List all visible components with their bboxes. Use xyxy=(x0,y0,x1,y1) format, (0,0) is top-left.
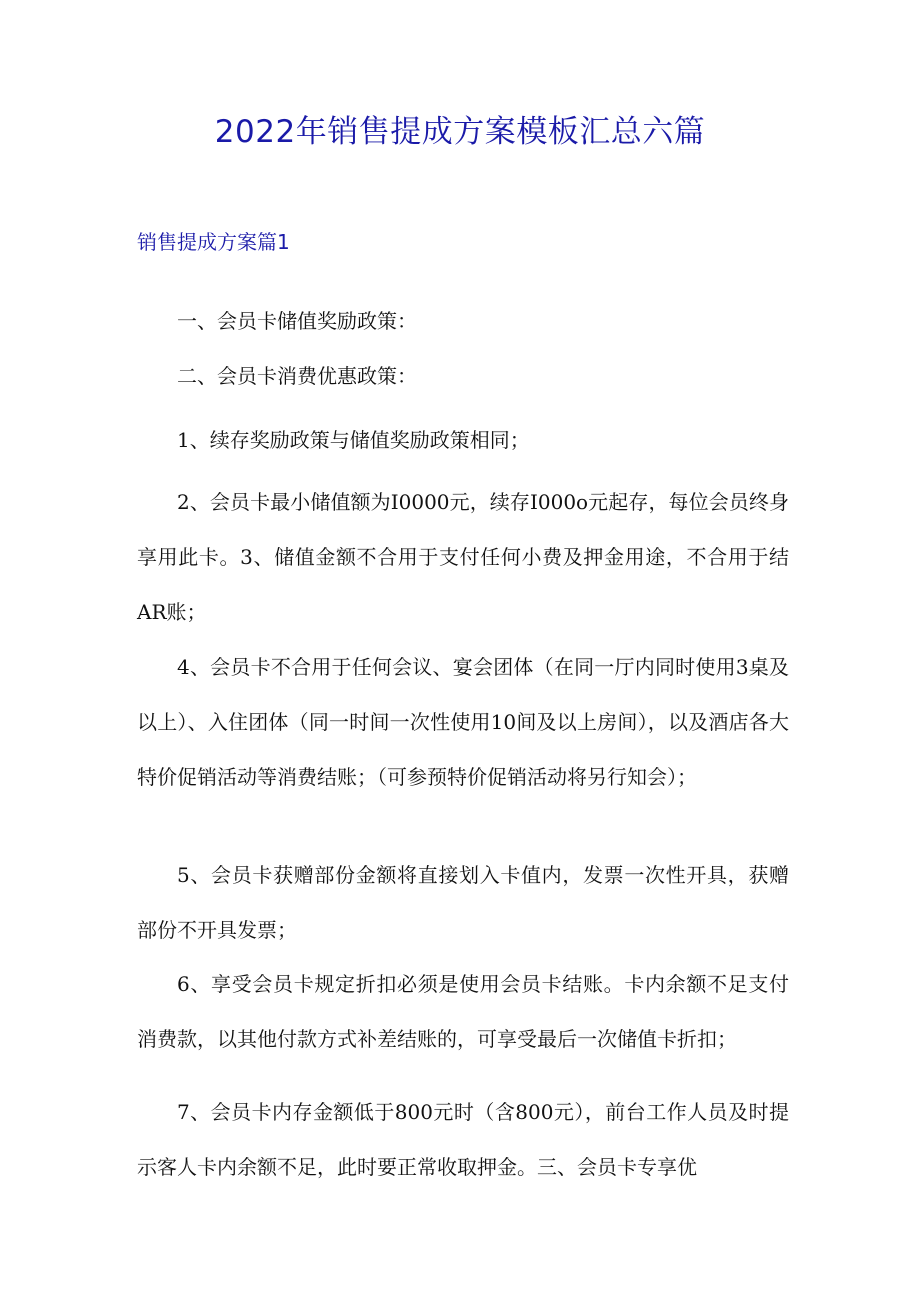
paragraph-6: 5、会员卡获赠部份金额将直接划入卡值内，发票一次性开具，获赠部份不开具发票； xyxy=(137,863,789,942)
paragraph-8: 7、会员卡内存金额低于800元时（含800元），前台工作人员及时提示客人卡内余额不足，此时要正常收取押金。三、会员卡专享优 xyxy=(137,1100,789,1179)
section-heading: 销售提成方案篇1 xyxy=(137,230,290,254)
paragraph-7: 6、享受会员卡规定折扣必须是使用会员卡结账。卡内余额不足支付消费款，以其他付款方式补差结账的，可享受最后一次储值卡折扣； xyxy=(137,972,789,1051)
paragraph-4: 2、会员卡最小储值额为I0000元，续存I000o元起存，每位会员终身享用此卡。3、储值金额不合用于支付任何小费及押金用途，不合用于结AR账； xyxy=(137,490,789,624)
document-title: 2022年销售提成方案模板汇总六篇 xyxy=(214,114,706,150)
paragraph-5: 4、会员卡不合用于任何会议、宴会团体（在同一厅内同时使用3桌及以上）、入住团体（同一时间一次性使用10间及以上房间），以及酒店各大特价促销活动等消费结账；（可参预特价促销活动将另行知会）； xyxy=(137,655,789,789)
paragraph-2: 二、会员卡消费优惠政策： xyxy=(177,364,417,388)
paragraph-3: 1、续存奖励政策与储值奖励政策相同； xyxy=(177,428,530,452)
paragraph-1: 一、会员卡储值奖励政策： xyxy=(177,309,417,333)
